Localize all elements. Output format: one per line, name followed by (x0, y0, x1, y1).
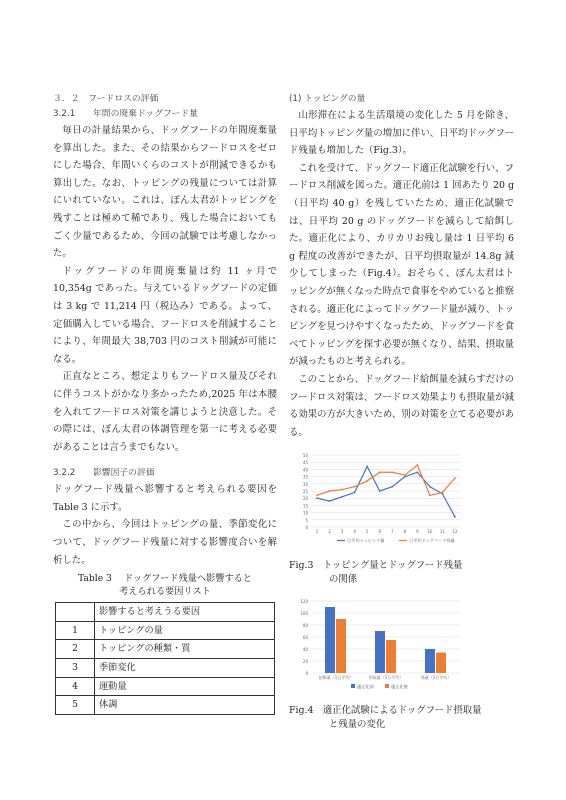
y-tick-label: 80 (302, 622, 308, 628)
x-tick-label: 7 (390, 529, 394, 535)
y-tick-label: 20 (302, 658, 308, 664)
legend-label: 適正化後 (391, 683, 408, 689)
data-point (316, 498, 318, 500)
subsection-heading-topping: (1) トッピングの量 (289, 94, 366, 104)
data-point (454, 477, 456, 479)
paragraph: このことから、ドッグフード給餌量を減らすだけのフードロス対策は、フードロス効果よりも摂取量が減る効果の方が大きいため、別の対策を立てる必要がある。 (289, 373, 514, 438)
paragraph: 毎日の計量結果から、ドッグフードの年間廃棄量を算出した。また、その結果からフードロスをゼロにした場合、年間いくらのコストが削減できるかも算出した。なお、トッピングの残量については計算にいれていない。これは、ぽん太君がトッピングを残すことは極めて稀であり、残した場合においてもごく少量であるため、今回の試験では考慮しなかった。 (53, 125, 277, 260)
data-point (404, 475, 406, 477)
factor-table (55, 602, 275, 715)
legend-label: 適正化前 (357, 683, 374, 689)
line-chart (289, 447, 469, 552)
x-tick-label: 10 (427, 529, 433, 535)
bar (386, 640, 396, 673)
x-tick-label: 9 (416, 529, 419, 535)
data-point (366, 466, 368, 468)
figure-3 (289, 447, 514, 587)
x-tick-label: 5 (365, 529, 369, 535)
paragraph: 山形滞在による生活環境の変化した 5 月を除き、日平均トッピング量の増加に伴い、日平均ドッグフード残量も増加した（Fig.3）。 (289, 110, 514, 157)
x-tick-label: 残量（1日平均） (420, 674, 452, 680)
y-tick-label: 60 (302, 634, 308, 640)
y-tick-label: 20 (302, 496, 308, 502)
y-tick-label: 0 (305, 525, 308, 531)
x-tick-label: 3 (340, 529, 344, 535)
subsection-heading-2: 3.2.2 影響因子の評価 (53, 468, 155, 479)
table-row: 4 運動量 (56, 677, 275, 696)
bar (436, 652, 446, 672)
x-tick-label: 6 (378, 529, 382, 535)
legend-swatch (385, 684, 389, 688)
data-point (341, 496, 343, 498)
y-tick-label: 40 (302, 467, 308, 473)
legend-swatch (351, 684, 355, 688)
data-point (391, 472, 393, 474)
subsection-heading-1: 3.2.1 年間の廃棄ドッグフード量 (53, 109, 198, 119)
x-tick-label: 摂取量（1日平均） (368, 674, 404, 680)
data-point (429, 495, 431, 497)
y-tick-label: 30 (302, 482, 308, 488)
bar (375, 631, 385, 673)
y-tick-label: 120 (300, 598, 308, 604)
y-tick-label: 45 (302, 460, 308, 466)
x-tick-label: 4 (353, 529, 356, 535)
x-tick-label: 1 (315, 529, 319, 535)
data-point (354, 492, 356, 494)
table-row: 5 体調 (56, 696, 275, 715)
bar (336, 619, 346, 673)
x-tick-label: 給餌量（1日平均） (318, 674, 354, 680)
x-tick-label: 11 (439, 529, 446, 535)
data-point (416, 464, 418, 466)
bar (325, 607, 335, 673)
x-tick-label: 2 (328, 529, 331, 535)
table-header: 影響すると考えうる要因 (95, 603, 275, 622)
figure-4 (289, 593, 514, 733)
legend-label: 日平均トッピング量 (347, 538, 385, 544)
paragraph: 正直なところ、想定よりもフードロス量及びそれに伴うコストがかなり多かったため,2025 年は本腰を入れてフードロス対策を講じようと決意した。その際には、ぽん太君の体調管理を第一に考える必要があることは言うまでもない。 (53, 371, 277, 453)
data-point (329, 500, 331, 502)
paragraph: ドッグフードの年間廃棄量は約 11 ヶ月で 10,354g であった。与えているドッグフードの定価は 3 kg で 11,214 円（税込み）である。よって、定価購入している場合、フードロスを削減することにより、年間最大 38,703 円のコスト削減が可能になる。 (53, 265, 277, 365)
figure-4-caption: Fig.4 適正化試験によるドッグフード摂取量 と残量の変化 (289, 705, 482, 731)
y-tick-label: 50 (302, 453, 308, 459)
data-point (379, 472, 381, 474)
table-row: 1 トッピングの量 (56, 621, 275, 640)
y-tick-label: 100 (300, 610, 308, 616)
data-point (354, 486, 356, 488)
paragraph: これを受けて、ドッグフード適正化試験を行い、フードロス削減を図った。適正化前は 1 回あたり 20 g（日平均 40 g）を残していたため、適正化試験では、日平均 20 g のドッグフードを減らして給餌した。適正化により、カリカリお残し量は 1 日平均 6 g 程度の改善ができたが、日平均摂取量が 14.8g 減少してしまった（Fig.4）。おそらく、ぽん太君はトッピングが無くなった時点で食事をやめていると推察される。適正化によってドッグフード量が減り、トッピングを見つけやすくなったため、ドッグフードを食べてトッピングを探す必要が無くなり、結果、摂取量が減ったものと考えられる。 (289, 162, 514, 368)
data-point (379, 490, 381, 492)
data-point (454, 516, 456, 518)
data-point (329, 490, 331, 492)
y-tick-label: 10 (302, 510, 308, 516)
section-heading: ３．２ フードロスの評価 (53, 94, 159, 104)
series-line (317, 467, 455, 517)
table-caption: Table 3 ドッグフード残量へ影響すると 考えられる要因リスト (77, 573, 252, 597)
x-tick-label: 12 (452, 529, 458, 535)
y-tick-label: 5 (305, 518, 308, 524)
figure-3-caption: Fig.3 トッピング量とドッグフード残量 の関係 (289, 559, 463, 585)
data-point (391, 486, 393, 488)
right-column (289, 92, 514, 732)
data-point (316, 495, 318, 497)
bar (425, 649, 435, 673)
paragraph: この中から、今回はトッピングの量、季節変化について、ドッグフード残量に対する影響度合いを解析した。 (53, 519, 277, 566)
bar-chart (289, 593, 469, 698)
y-tick-label: 25 (302, 489, 308, 495)
x-tick-label: 8 (403, 529, 407, 535)
data-point (442, 492, 444, 494)
data-point (341, 489, 343, 491)
y-tick-label: 0 (305, 670, 308, 676)
data-point (416, 472, 418, 474)
paragraph: ドッグフード残量へ影響すると考えられる要因を Table 3 に示す。 (53, 484, 277, 513)
y-tick-label: 35 (302, 474, 308, 480)
y-tick-label: 15 (302, 503, 308, 509)
left-column (53, 92, 277, 715)
table-header-row (56, 603, 275, 622)
legend-label: 日平均ドッグフード残量 (409, 538, 455, 544)
data-point (429, 486, 431, 488)
y-tick-label: 40 (302, 646, 308, 652)
data-point (366, 480, 368, 482)
table-row: 2 トッピングの種類・質 (56, 640, 275, 659)
table-row: 3 季節変化 (56, 659, 275, 678)
